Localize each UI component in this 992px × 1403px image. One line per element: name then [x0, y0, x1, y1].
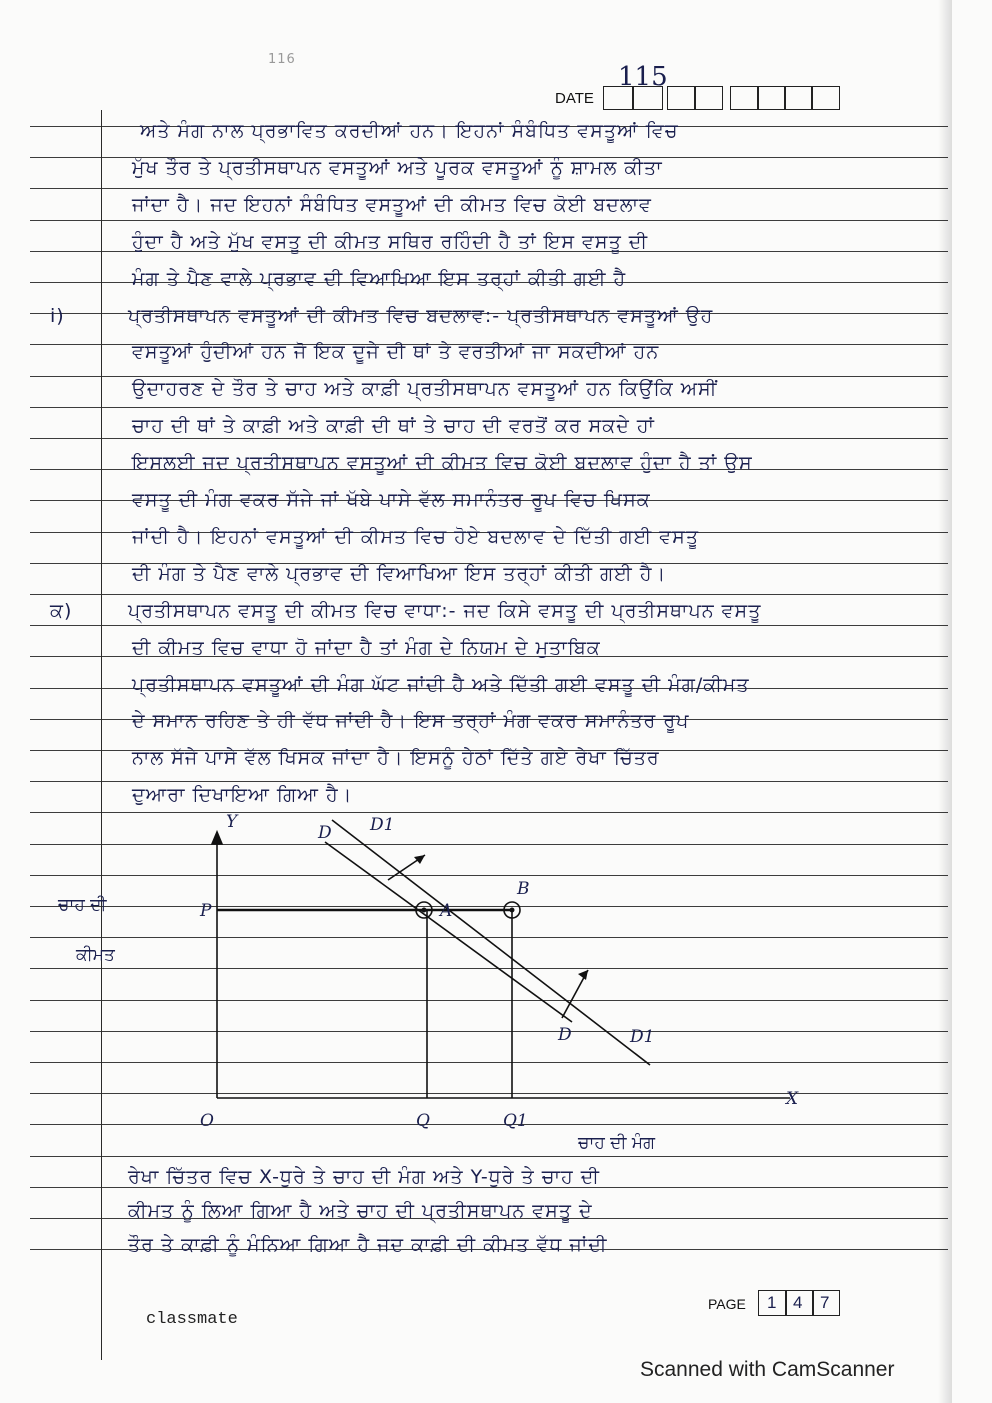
y-axis-title-line1: ਚਾਹ ਦੀ [58, 895, 107, 915]
scanner-watermark: Scanned with CamScanner [640, 1358, 895, 1381]
y-axis-arrow-icon [212, 832, 222, 844]
handwritten-line: ਉਦਾਹਰਣ ਦੇ ਤੌਰ ਤੇ ਚਾਹ ਅਤੇ ਕਾਫ਼ੀ ਪ੍ਰਤੀਸਥਾਪਨ ਵਸਤੂਆਂ ਹਨ ਕਿਉਂਕਿ ਅਸੀਂ [132, 378, 718, 401]
handwritten-line: ਵਸਤੂਆਂ ਹੁੰਦੀਆਂ ਹਨ ਜੋ ਇਕ ਦੂਜੇ ਦੀ ਥਾਂ ਤੇ ਵਰਤੀਆਂ ਜਾ ਸਕਦੀਆਂ ਹਨ [132, 341, 660, 364]
handwritten-line: ਕੀਮਤ ਨੂੰ ਲਿਆ ਗਿਆ ਹੈ ਅਤੇ ਚਾਹ ਦੀ ਪ੍ਰਤੀਸਥਾਪਨ ਵਸਤੂ ਦੇ [128, 1200, 593, 1222]
handwritten-line: ਜਾਂਦੀ ਹੈ। ਇਹਨਾਂ ਵਸਤੂਆਂ ਦੀ ਕੀਮਤ ਵਿਚ ਹੋਏ ਬਦਲਾਵ ਦੇ ਦਿੱਤੀ ਗਈ ਵਸਤੂ [132, 525, 699, 548]
demand-curve-d [325, 842, 572, 1022]
handwritten-line: ਨਾਲ ਸੱਜੇ ਪਾਸੇ ਵੱਲ ਖਿਸਕ ਜਾਂਦਾ ਹੈ। ਇਸਨੂੰ ਹੇਠਾਂ ਦਿੱਤੇ ਗਏ ਰੇਖਾ ਚਿੱਤਰ [132, 747, 660, 770]
date-value: 115 [618, 62, 668, 92]
y-axis-label: Y [226, 812, 238, 832]
handwritten-line: ਦੀ ਮੰਗ ਤੇ ਪੈਣ ਵਾਲੇ ਪ੍ਰਭਾਵ ਦੀ ਵਿਆਖਿਆ ਇਸ ਤਰ੍ਹਾਂ ਕੀਤੀ ਗਈ ਹੈ। [132, 562, 667, 585]
page-digit: 7 [820, 1293, 830, 1312]
handwritten-line: ਦੇ ਸਮਾਨ ਰਹਿਣ ਤੇ ਹੀ ਵੱਧ ਜਾਂਦੀ ਹੈ। ਇਸ ਤਰ੍ਹਾਂ ਮੰਗ ਵਕਰ ਸਮਾਨੰਤਰ ਰੂਪ [132, 710, 690, 733]
handwritten-line: ਪ੍ਰਤੀਸਥਾਪਨ ਵਸਤੂਆਂ ਦੀ ਮੰਗ ਘੱਟ ਜਾਂਦੀ ਹੈ ਅਤੇ ਦਿੱਤੀ ਗਈ ਵਸਤੂ ਦੀ ਮੰਗ/ਕੀਮਤ [132, 673, 750, 696]
point-b-dot [510, 908, 515, 913]
handwritten-line: ਤੌਰ ਤੇ ਕਾਫ਼ੀ ਨੂੰ ਮੰਨਿਆ ਗਿਆ ਹੈ ਜਦ ਕਾਫ਼ੀ ਦੀ ਕੀਮਤ ਵੱਧ ਜਾਂਦੀ [128, 1234, 608, 1256]
y-axis-title-line2: ਕੀਮਤ [76, 945, 115, 965]
handwritten-line: ਹੁੰਦਾ ਹੈ ਅਤੇ ਮੁੱਖ ਵਸਤੂ ਦੀ ਕੀਮਤ ਸਥਿਰ ਰਹਿੰਦੀ ਹੈ ਤਾਂ ਇਸ ਵਸਤੂ ਦੀ [132, 230, 649, 253]
demand-curve-d1 [332, 820, 650, 1065]
handwritten-line: ਚਾਹ ਦੀ ਥਾਂ ਤੇ ਕਾਫ਼ੀ ਅਤੇ ਕਾਫ਼ੀ ਦੀ ਥਾਂ ਤੇ ਚਾਹ ਦੀ ਵਰਤੋਂ ਕਰ ਸਕਦੇ ਹਾਂ [132, 415, 655, 438]
point-a-dot [422, 908, 427, 913]
handwritten-line: ਪ੍ਰਤੀਸਥਾਪਨ ਵਸਤੂ ਦੀ ਕੀਮਤ ਵਿਚ ਵਾਧਾ:- ਜਦ ਕਿਸੇ ਵਸਤੂ ਦੀ ਪ੍ਰਤੀਸਥਾਪਨ ਵਸਤੂ [128, 599, 762, 622]
handwritten-line: ਪ੍ਰਤੀਸਥਾਪਨ ਵਸਤੂਆਂ ਦੀ ਕੀਮਤ ਵਿਚ ਬਦਲਾਵ:- ਪ੍ਰਤੀਸਥਾਪਨ ਵਸਤੂਆਂ ਉਹ [128, 304, 714, 327]
notebook-brand: classmate [146, 1310, 238, 1329]
x-axis-title: ਚਾਹ ਦੀ ਮੰਗ [578, 1133, 655, 1153]
page-number-box [758, 1290, 840, 1316]
q1-label: Q1 [503, 1111, 528, 1131]
handwritten-line: ਰੇਖਾ ਚਿੱਤਰ ਵਿਚ X-ਧੁਰੇ ਤੇ ਚਾਹ ਦੀ ਮੰਗ ਅਤੇ Y-ਧੁਰੇ ਤੇ ਚਾਹ ਦੀ [128, 1166, 601, 1188]
page-label: PAGE [708, 1296, 746, 1312]
x-axis-label: X [786, 1089, 799, 1109]
handwritten-line: ਇਸਲਈ ਜਦ ਪ੍ਰਤੀਸਥਾਪਨ ਵਸਤੂਆਂ ਦੀ ਕੀਮਤ ਵਿਚ ਕੋਈ ਬਦਲਾਵ ਹੁੰਦਾ ਹੈ ਤਾਂ ਉਸ [132, 452, 753, 475]
item-marker: ਕ) [50, 599, 73, 622]
q-label: Q [416, 1111, 430, 1131]
corner-mark: 116 [268, 52, 296, 67]
handwritten-line: ਜਾਂਦਾ ਹੈ। ਜਦ ਇਹਨਾਂ ਸੰਬੰਧਿਤ ਵਸਤੂਆਂ ਦੀ ਕੀਮਤ ਵਿਚ ਕੋਈ ਬਦਲਾਵ [132, 193, 652, 216]
handwritten-line: ਦੁਆਰਾ ਦਿਖਾਇਆ ਗਿਆ ਹੈ। [132, 784, 353, 807]
arrow-head-icon [414, 855, 425, 864]
handwritten-line: ਮੁੱਖ ਤੌਰ ਤੇ ਪ੍ਰਤੀਸਥਾਪਨ ਵਸਤੂਆਂ ਅਤੇ ਪੂਰਕ ਵਸਤੂਆਂ ਨੂੰ ਸ਼ਾਮਲ ਕੀਤਾ [132, 156, 663, 179]
handwritten-line: ਵਸਤੂ ਦੀ ਮੰਗ ਵਕਰ ਸੱਜੇ ਜਾਂ ਖੱਬੇ ਪਾਸੇ ਵੱਲ ਸਮਾਨੰਤਰ ਰੂਪ ਵਿਚ ਖਿਸਕ [132, 489, 651, 511]
item-marker: i) [50, 304, 65, 327]
handwritten-line: ਮੰਗ ਤੇ ਪੈਣ ਵਾਲੇ ਪ੍ਰਭਾਵ ਦੀ ਵਿਆਖਿਆ ਇਸ ਤਰ੍ਹਾਂ ਕੀਤੀ ਗਈ ਹੈ [132, 267, 627, 290]
curve-d1-top-label: D1 [370, 815, 395, 835]
price-level-label: P [200, 901, 212, 921]
handwritten-line: ਅਤੇ ਮੰਗ ਨਾਲ ਪ੍ਰਭਾਵਿਤ ਕਰਦੀਆਂ ਹਨ। ਇਹਨਾਂ ਸੰਬੰਧਿਤ ਵਸਤੂਆਂ ਵਿਚ [140, 120, 679, 142]
point-a-label: A [440, 901, 453, 921]
curve-d1-bottom-label: D1 [630, 1027, 655, 1047]
handwritten-line: ਦੀ ਕੀਮਤ ਵਿਚ ਵਾਧਾ ਹੋ ਜਾਂਦਾ ਹੈ ਤਾਂ ਮੰਗ ਦੇ ਨਿਯਮ ਦੇ ਮੁਤਾਬਿਕ [132, 636, 601, 659]
origin-label: O [200, 1111, 214, 1131]
page-digit: 1 [767, 1293, 777, 1312]
date-label: DATE [555, 90, 594, 107]
point-b-label: B [517, 879, 530, 899]
curve-d-top-label: D [318, 823, 332, 843]
page-digit: 4 [793, 1293, 803, 1312]
curve-d-bottom-label: D [558, 1025, 572, 1045]
